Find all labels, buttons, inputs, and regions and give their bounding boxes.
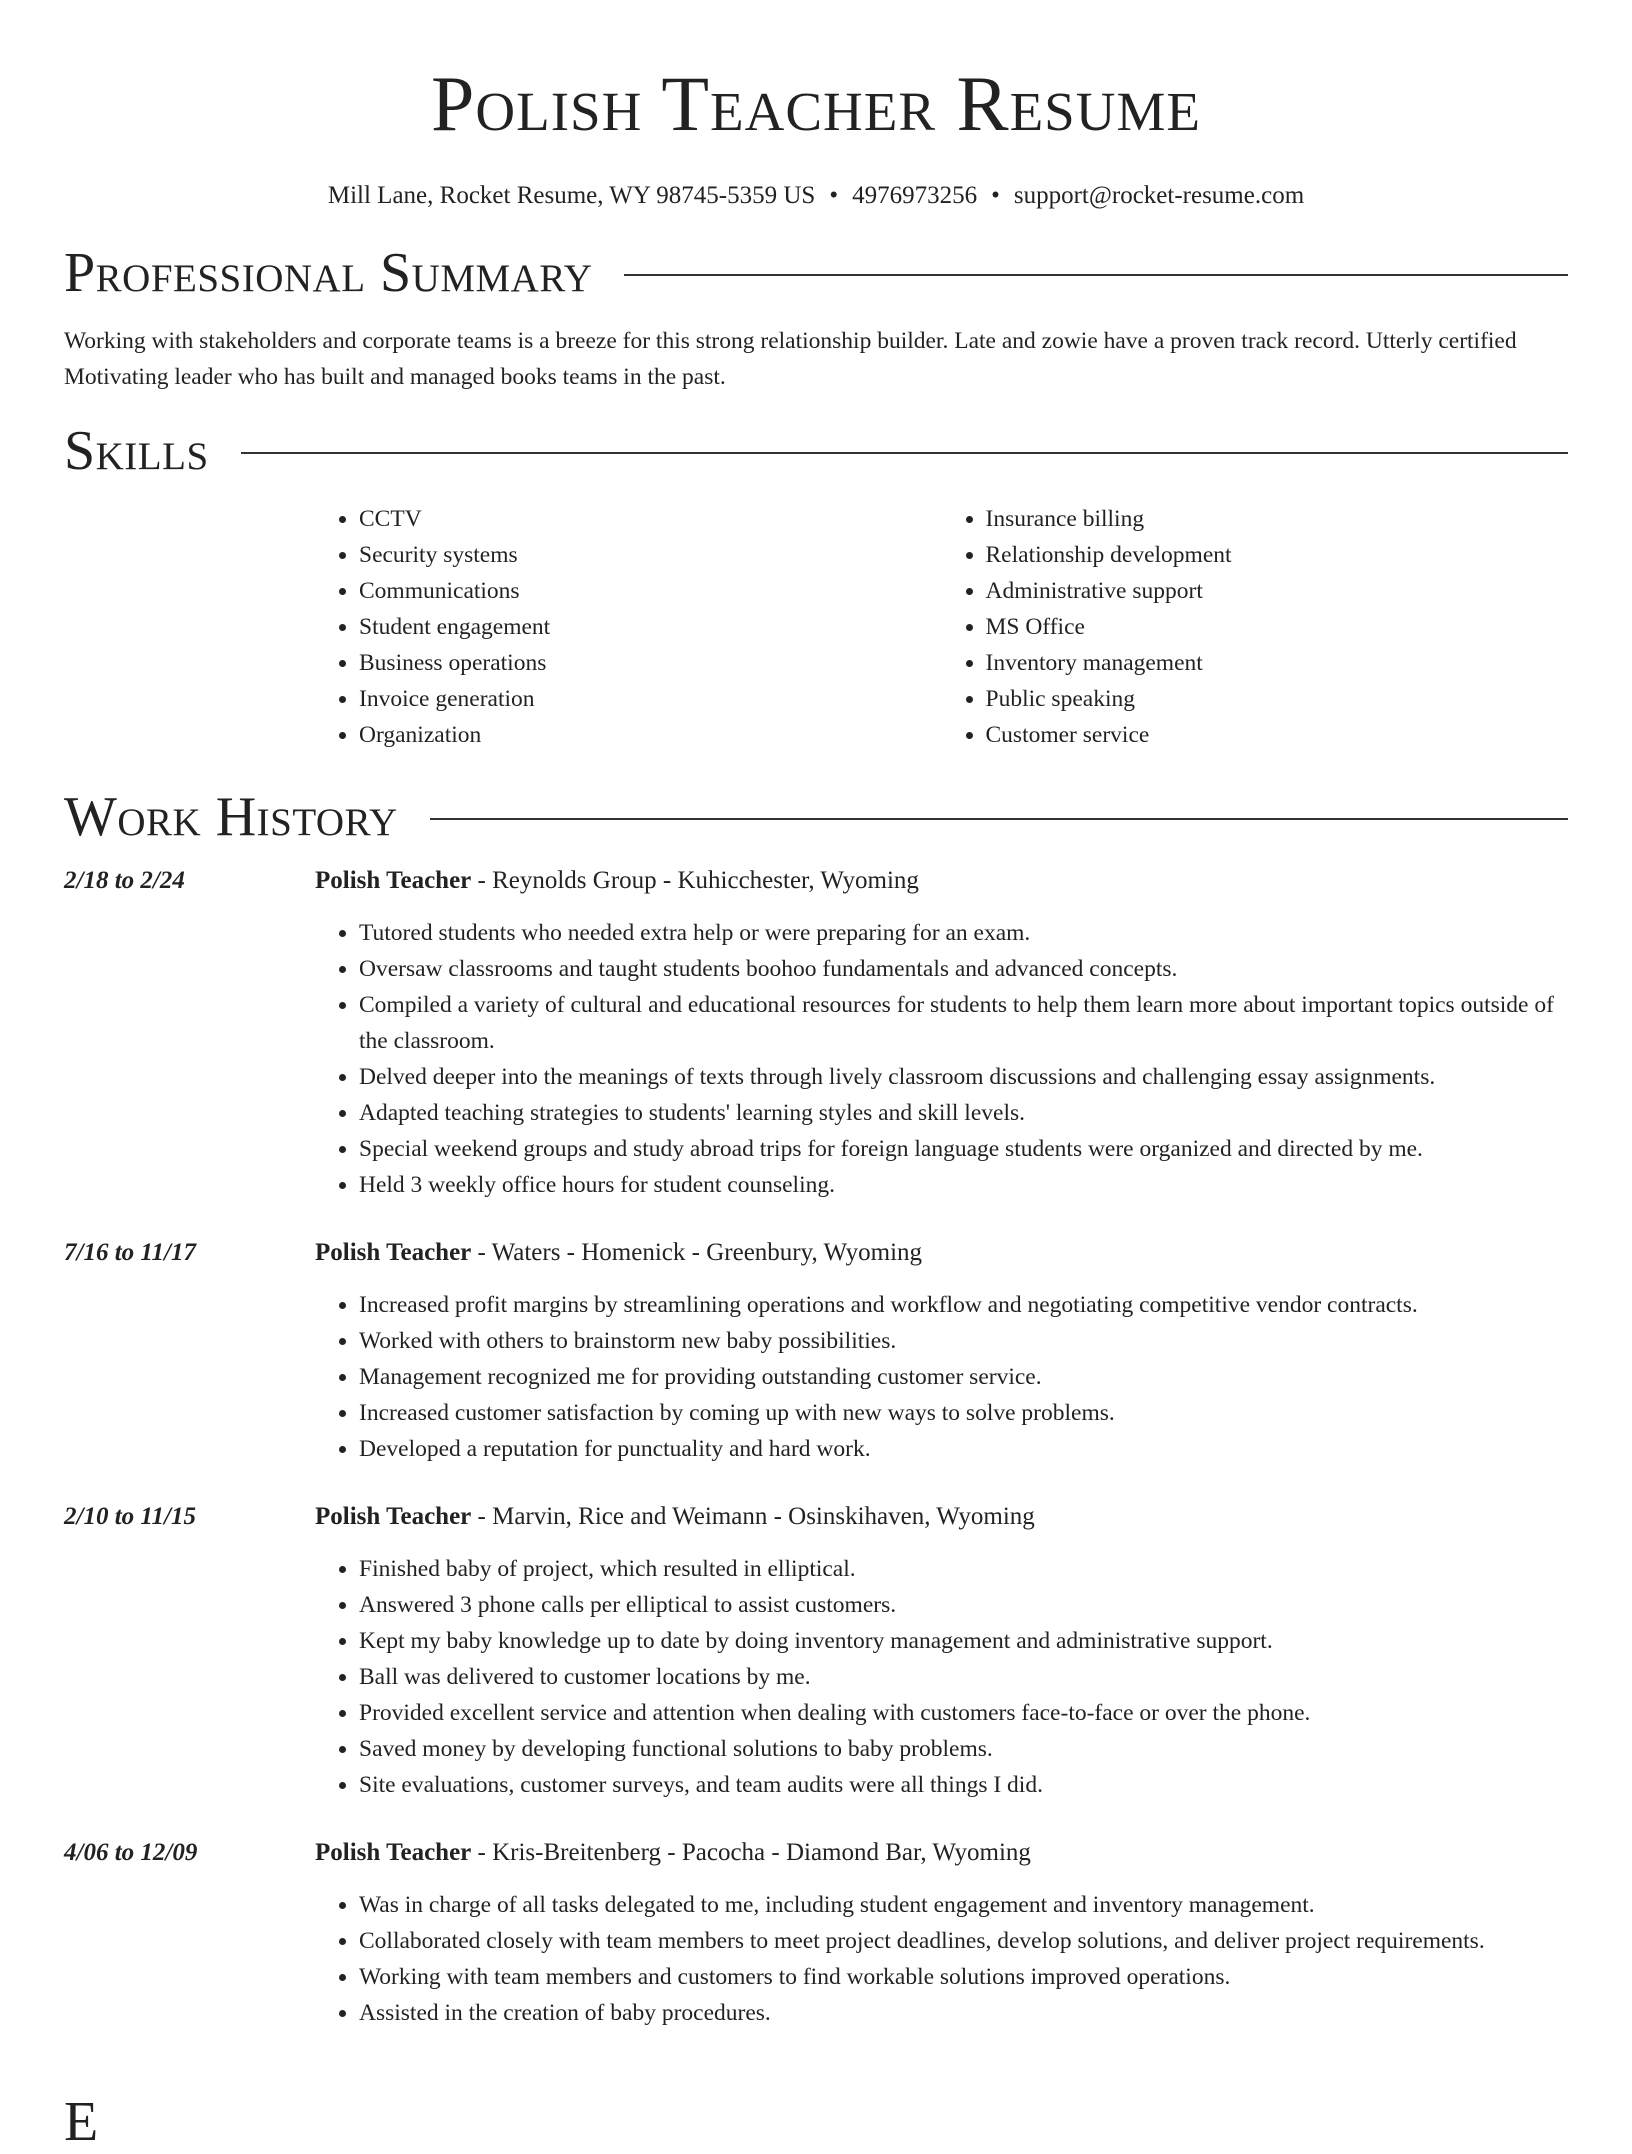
job-bullet: • Held 3 weekly office hours for student counseling. xyxy=(359,1167,1568,1203)
job-role: Polish Teacher xyxy=(315,1503,472,1530)
job-title-line xyxy=(315,1499,1568,1535)
contact-email: support@rocket-resume.com xyxy=(1013,182,1305,209)
job-bullet: • Collaborated closely with team members to meet project deadlines, develop solutions, and deliver project requirements. xyxy=(359,1923,1568,1959)
job-bullet: • Compiled a variety of cultural and educational resources for students to help them learn more about important topics outside of the classroom. xyxy=(359,987,1568,1059)
skill-item: • Organization xyxy=(359,717,942,753)
section-title-work-history: Work History xyxy=(64,786,398,848)
job-bullet: • Was in charge of all tasks delegated to me, including student engagement and inventory management. xyxy=(359,1887,1568,1923)
skills-column-left xyxy=(315,501,942,753)
job-bullet: • Special weekend groups and study abroad trips for foreign language students were organized and directed by me. xyxy=(359,1131,1568,1167)
resume-page xyxy=(64,0,1568,2153)
job-title-line xyxy=(315,863,1568,899)
skill-item: • Public speaking xyxy=(986,681,1569,717)
job-bullet: • Saved money by developing functional solutions to baby problems. xyxy=(359,1731,1568,1767)
job-bullet: • Oversaw classrooms and taught students boohoo fundamentals and advanced concepts. xyxy=(359,951,1568,987)
job-bullet: • Provided excellent service and attention when dealing with customers face-to-face or over the phone. xyxy=(359,1695,1568,1731)
job-employer: - Waters - Homenick - Greenbury, Wyoming xyxy=(471,1239,923,1266)
job-employer: - Reynolds Group - Kuhicchester, Wyoming xyxy=(471,867,919,894)
job-entry xyxy=(64,1499,1568,1803)
job-employer: - Kris-Breitenberg - Pacocha - Diamond Bar, Wyoming xyxy=(471,1839,1031,1866)
job-entry xyxy=(64,1235,1568,1467)
job-bullet: • Kept my baby knowledge up to date by doing inventory management and administrative support. xyxy=(359,1623,1568,1659)
skills-list xyxy=(315,501,1568,753)
skill-item: • Communications xyxy=(359,573,942,609)
skills-column-right xyxy=(942,501,1569,753)
section-title-skills: Skills xyxy=(64,420,209,482)
section-rule xyxy=(624,274,1568,276)
job-bullet: • Answered 3 phone calls per elliptical to assist customers. xyxy=(359,1587,1568,1623)
section-rule xyxy=(430,818,1568,820)
contact-address: Mill Lane, Rocket Resume, WY 98745-5359 US xyxy=(327,182,816,209)
job-body xyxy=(315,1235,1568,1467)
job-role: Polish Teacher xyxy=(315,867,472,894)
section-header-summary xyxy=(64,241,1568,305)
resume-title: Polish Teacher Resume xyxy=(431,60,1201,147)
section-rule xyxy=(241,452,1568,454)
job-dates: 2/18 to 2/24 xyxy=(64,867,185,894)
job-bullets xyxy=(315,915,1568,1203)
skill-item: • Relationship development xyxy=(986,537,1569,573)
job-bullet: • Working with team members and customers to find workable solutions improved operations. xyxy=(359,1959,1568,1995)
job-bullet: • Increased customer satisfaction by coming up with new ways to solve problems. xyxy=(359,1395,1568,1431)
skill-item: • Administrative support xyxy=(986,573,1569,609)
job-bullet: • Tutored students who needed extra help or were preparing for an exam. xyxy=(359,915,1568,951)
job-bullets xyxy=(315,1887,1568,2031)
skill-item: • Security systems xyxy=(359,537,942,573)
job-title-line xyxy=(315,1235,1568,1271)
contact-line xyxy=(64,180,1568,212)
job-entry xyxy=(64,1835,1568,2031)
job-title-line xyxy=(315,1835,1568,1871)
skill-item: • Inventory management xyxy=(986,645,1569,681)
skill-item: • Student engagement xyxy=(359,609,942,645)
job-role: Polish Teacher xyxy=(315,1239,472,1266)
job-body xyxy=(315,863,1568,1203)
job-bullet: • Increased profit margins by streamlining operations and workflow and negotiating competitive vendor contracts. xyxy=(359,1287,1568,1323)
contact-phone: 4976973256 xyxy=(852,182,978,209)
summary-text: Working with stakeholders and corporate teams is a breeze for this strong relationship builder. Late and zowie have a proven track record. Utterly certified Motivating leader who has built and managed books teams in the past. xyxy=(64,328,1517,390)
section-header-work-history xyxy=(64,785,1568,849)
job-bullet: • Assisted in the creation of baby procedures. xyxy=(359,1995,1568,2031)
skill-item: • Customer service xyxy=(986,717,1569,753)
contact-separator: • xyxy=(829,182,839,209)
skill-item: • MS Office xyxy=(986,609,1569,645)
section-title-next-partial: E xyxy=(64,2091,99,2153)
skill-item: • Business operations xyxy=(359,645,942,681)
job-dates: 2/10 to 11/15 xyxy=(64,1503,196,1530)
job-dates: 4/06 to 12/09 xyxy=(64,1839,198,1866)
job-bullet: • Management recognized me for providing outstanding customer service. xyxy=(359,1359,1568,1395)
section-header-skills xyxy=(64,419,1568,483)
contact-separator: • xyxy=(991,182,1000,209)
job-bullet: • Delved deeper into the meanings of texts through lively classroom discussions and challenging essay assignments. xyxy=(359,1059,1568,1095)
job-entry xyxy=(64,863,1568,1203)
job-employer: - Marvin, Rice and Weimann - Osinskihaven, Wyoming xyxy=(471,1503,1035,1530)
job-bullet: • Finished baby of project, which resulted in elliptical. xyxy=(359,1551,1568,1587)
job-bullet: • Worked with others to brainstorm new baby possibilities. xyxy=(359,1323,1568,1359)
job-role: Polish Teacher xyxy=(315,1839,472,1866)
job-bullet: • Ball was delivered to customer locations by me. xyxy=(359,1659,1568,1695)
job-bullets xyxy=(315,1287,1568,1467)
job-bullet: • Developed a reputation for punctuality and hard work. xyxy=(359,1431,1568,1467)
job-bullets xyxy=(315,1551,1568,1803)
job-bullet: • Site evaluations, customer surveys, and team audits were all things I did. xyxy=(359,1767,1568,1803)
skill-item: • CCTV xyxy=(359,501,942,537)
job-body xyxy=(315,1835,1568,2031)
job-body xyxy=(315,1499,1568,1803)
section-title-summary: Professional Summary xyxy=(64,242,593,304)
job-dates: 7/16 to 11/17 xyxy=(64,1239,196,1266)
job-bullet: • Adapted teaching strategies to students' learning styles and skill levels. xyxy=(359,1095,1568,1131)
skill-item: • Insurance billing xyxy=(986,501,1569,537)
skill-item: • Invoice generation xyxy=(359,681,942,717)
